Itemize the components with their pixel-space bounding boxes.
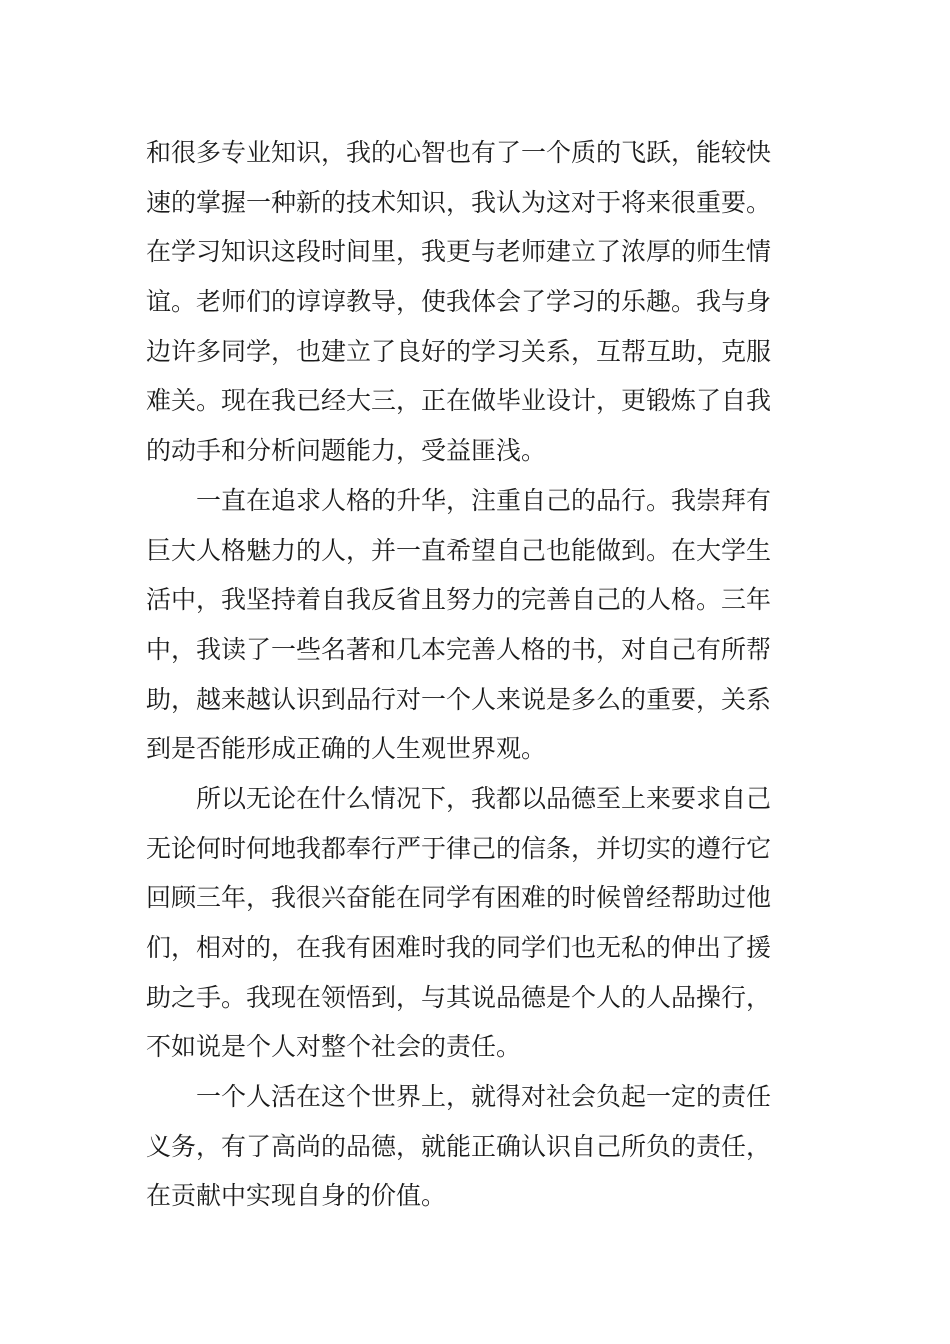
text-line: 活中，我坚持着自我反省且努力的完善自己的人格。三年 bbox=[146, 585, 772, 615]
paragraph-first-line: 所以无论在什么情况下，我都以品德至上来要求自己 bbox=[196, 783, 772, 813]
text-line: 到是否能形成正确的人生观世界观。 bbox=[146, 734, 547, 764]
text-line: 无论何时何地我都奉行严于律己的信条，并切实的遵行它 bbox=[146, 833, 772, 863]
paragraph-first-line: 一直在追求人格的升华，注重自己的品行。我崇拜有 bbox=[196, 485, 772, 515]
text-line: 和很多专业知识，我的心智也有了一个质的飞跃，能较快 bbox=[146, 138, 772, 167]
text-line: 们，相对的，在我有困难时我的同学们也无私的伸出了援 bbox=[146, 933, 772, 962]
text-line: 边许多同学，也建立了良好的学习关系，互帮互助，克服 bbox=[146, 336, 772, 366]
text-line: 在学习知识这段时间里，我更与老师建立了浓厚的师生情 bbox=[146, 237, 772, 267]
text-line: 巨大人格魅力的人，并一直希望自己也能做到。在大学生 bbox=[146, 535, 772, 565]
text-line: 义务，有了高尚的品德，就能正确认识自己所负的责任， bbox=[146, 1131, 772, 1161]
text-line: 助，越来越认识到品行对一个人来说是多么的重要，关系 bbox=[146, 684, 772, 714]
text-line: 不如说是个人对整个社会的责任。 bbox=[146, 1032, 522, 1062]
text-line: 速的掌握一种新的技术知识，我认为这对于将来很重要。 bbox=[146, 187, 772, 217]
text-line: 回顾三年，我很兴奋能在同学有困难的时候曾经帮助过他 bbox=[146, 883, 772, 913]
text-line: 谊。老师们的谆谆教导，使我体会了学习的乐趣。我与身 bbox=[146, 287, 772, 317]
text-line: 难关。现在我已经大三，正在做毕业设计，更锻炼了自我 bbox=[146, 386, 772, 416]
text-line: 助之手。我现在领悟到，与其说品德是个人的人品操行， bbox=[146, 982, 772, 1012]
text-line: 中，我读了一些名著和几本完善人格的书，对自己有所帮 bbox=[146, 634, 772, 664]
text-line: 在贡献中实现自身的价值。 bbox=[146, 1181, 447, 1211]
text-line: 的动手和分析问题能力，受益匪浅。 bbox=[146, 436, 547, 466]
document-body bbox=[146, 128, 816, 1221]
paragraph-first-line: 一个人活在这个世界上，就得对社会负起一定的责任 bbox=[196, 1082, 772, 1112]
